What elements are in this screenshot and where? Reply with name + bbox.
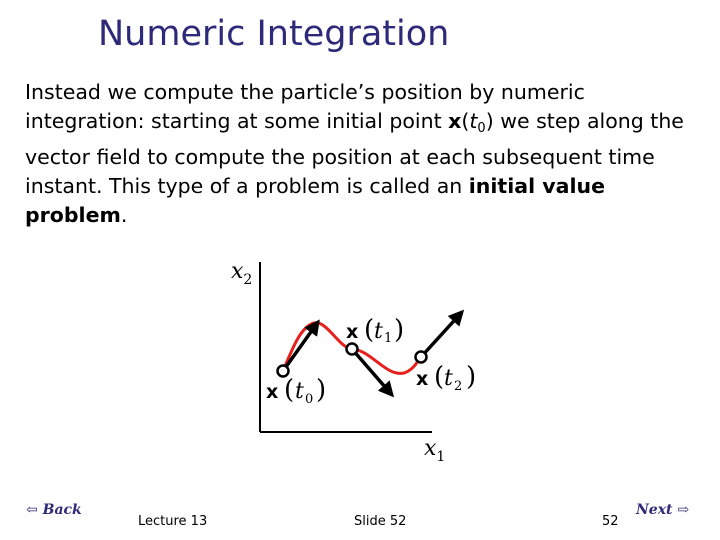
slide-title: Numeric Integration — [98, 14, 450, 54]
label-x-t0 — [266, 375, 326, 407]
vector-arrow-t0 — [283, 322, 318, 371]
svg-text:): ) — [394, 315, 405, 345]
svg-text:t: t — [444, 366, 453, 391]
t-symbol: t — [469, 109, 478, 133]
x-axis-label: $x_1$ — [424, 436, 446, 465]
svg-text:t: t — [374, 319, 383, 344]
svg-text:x: x — [266, 381, 279, 403]
footer-lecture: Lecture 13 — [138, 514, 208, 529]
svg-text:t: t — [295, 379, 304, 404]
paren-open: ( — [461, 109, 470, 133]
svg-text:1: 1 — [384, 331, 393, 346]
paragraph-end: . — [120, 203, 128, 227]
svg-text:x: x — [416, 368, 429, 390]
svg-text:(: ( — [364, 315, 375, 345]
bold-term-initial-value: initial value — [468, 174, 605, 198]
bold-term-problem: problem — [25, 203, 121, 227]
x-axis-subscript: 1 — [436, 449, 446, 465]
svg-text:2: 2 — [454, 379, 463, 394]
svg-text:x: x — [346, 321, 359, 343]
footer-page-number: 52 — [602, 514, 619, 529]
next-button[interactable]: Next ⇨ — [636, 502, 690, 518]
point-t2 — [416, 352, 427, 363]
svg-text:(: ( — [434, 362, 445, 392]
label-x-t1 — [346, 315, 404, 346]
back-button[interactable]: ⇦ Back — [26, 502, 82, 518]
vector-arrow-t2 — [421, 312, 462, 357]
y-axis-subscript: 2 — [243, 272, 253, 288]
footer-slide: Slide 52 — [354, 514, 407, 529]
x-symbol: x — [448, 109, 462, 133]
vector-arrow-t1 — [352, 349, 392, 395]
y-axis-label: $x_2$ — [231, 259, 253, 288]
svg-text:): ) — [466, 362, 477, 392]
svg-text:): ) — [316, 375, 327, 405]
paragraph-text-1: Instead we compute the particle’s position by numeric integration: starting at some initial point — [25, 80, 585, 133]
svg-text:(: ( — [284, 375, 295, 405]
svg-text:0: 0 — [305, 392, 314, 407]
paragraph-text-2: ) we step along the vector field to compute the position at each subsequent time instant. This type of a problem is called an — [25, 109, 684, 198]
label-x-t2 — [416, 362, 476, 394]
t-subscript: 0 — [477, 121, 486, 136]
point-t1 — [347, 344, 358, 355]
